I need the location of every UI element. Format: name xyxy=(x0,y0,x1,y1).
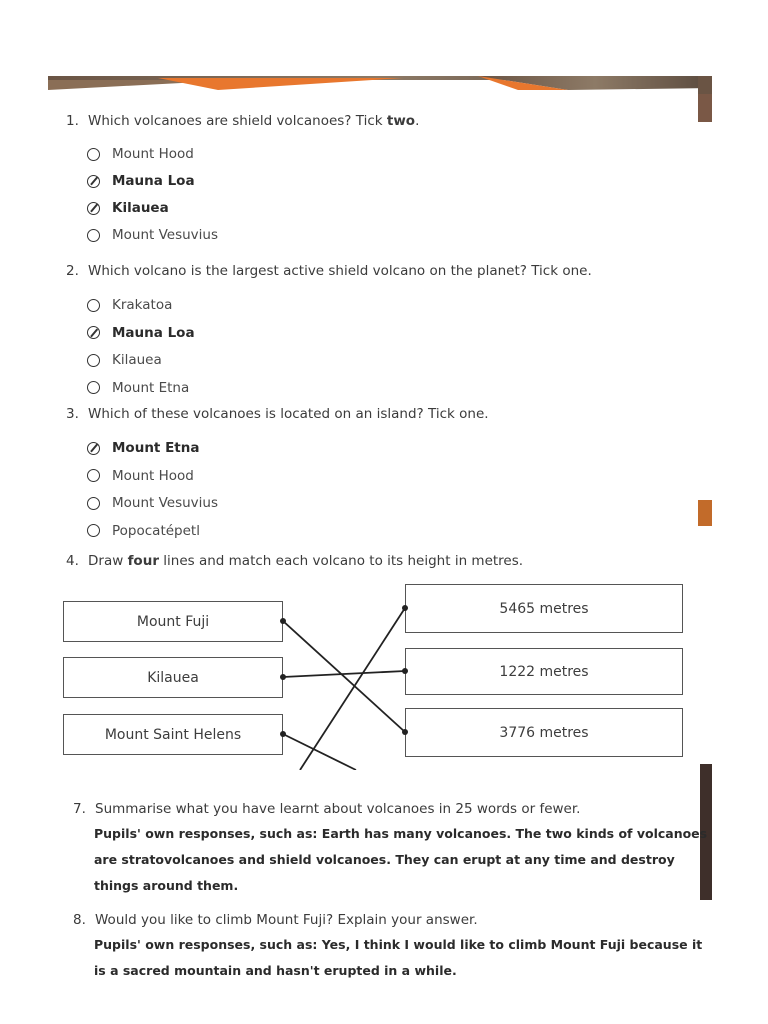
answer-8 xyxy=(94,932,702,984)
answer-line: are stratovolcanoes and shield volcanoes. They can erupt at any time and destroy xyxy=(94,852,675,867)
question-emphasis: two xyxy=(386,113,416,129)
answer-line: Pupils' own responses, such as: Yes, I think I would like to climb Mount Fuji because it xyxy=(94,937,703,952)
match-dot xyxy=(402,668,408,674)
question-emphasis: four xyxy=(127,553,159,569)
match-label: Mount Saint Helens xyxy=(104,726,242,743)
match-label: 5465 metres xyxy=(499,600,589,617)
option-label: Mount Vesuvius xyxy=(112,495,219,511)
match-dot xyxy=(280,731,286,737)
option-label: Mount Etna xyxy=(112,379,190,396)
match-label: Kilauea xyxy=(147,669,199,686)
match-dot xyxy=(402,729,408,735)
option-label: Popocatépetl xyxy=(112,522,200,539)
question-text: Which volcano is the largest active shield volcano on the planet? Tick one. xyxy=(88,263,592,279)
match-line-up-5465 xyxy=(300,608,405,770)
question-number: 3. xyxy=(66,406,79,422)
option-label: Krakatoa xyxy=(112,297,173,313)
option-label: Mount Hood xyxy=(112,146,194,162)
question-number: 4. xyxy=(66,553,79,569)
match-dot xyxy=(280,674,286,680)
question-7 xyxy=(73,801,580,817)
answer-line: is a sacred mountain and hasn't erupted in a while. xyxy=(94,963,457,978)
question-number: 1. xyxy=(66,113,79,129)
answer-7 xyxy=(94,821,707,899)
option-label: Mount Etna xyxy=(112,440,200,456)
option-label: Kilauea xyxy=(112,352,162,368)
question-text: Which of these volcanoes is located on an island? Tick one. xyxy=(88,406,489,422)
option-label: Mauna Loa xyxy=(112,324,195,341)
option-label: Mount Hood xyxy=(112,467,194,484)
match-label: 3776 metres xyxy=(499,724,589,741)
page-break xyxy=(0,770,700,790)
match-dot xyxy=(402,605,408,611)
question-number: 8. xyxy=(73,912,86,928)
question-number: 7. xyxy=(73,801,86,817)
option-label: Mount Vesuvius xyxy=(112,227,219,243)
match-label: Mount Fuji xyxy=(136,613,210,630)
question-text: Draw xyxy=(88,553,128,569)
question-text: Which volcanoes are shield volcanoes? Tick xyxy=(88,113,387,129)
question-8 xyxy=(73,912,478,928)
option-label: Mauna Loa xyxy=(112,173,195,189)
question-text-end: lines and match each volcano to its height in metres. xyxy=(158,553,524,569)
question-text: Would you like to climb Mount Fuji? Explain your answer. xyxy=(95,912,478,928)
match-label: 1222 metres xyxy=(499,663,589,680)
question-text-end: . xyxy=(415,113,420,129)
answer-line: Pupils' own responses, such as: Earth has many volcanoes. The two kinds of volcanoes xyxy=(94,826,708,841)
option-label: Kilauea xyxy=(112,200,169,216)
question-number: 2. xyxy=(66,263,79,279)
match-dot xyxy=(280,618,286,624)
question-text: Summarise what you have learnt about volcanoes in 25 words or fewer. xyxy=(95,801,581,817)
answer-line: things around them. xyxy=(94,878,239,893)
